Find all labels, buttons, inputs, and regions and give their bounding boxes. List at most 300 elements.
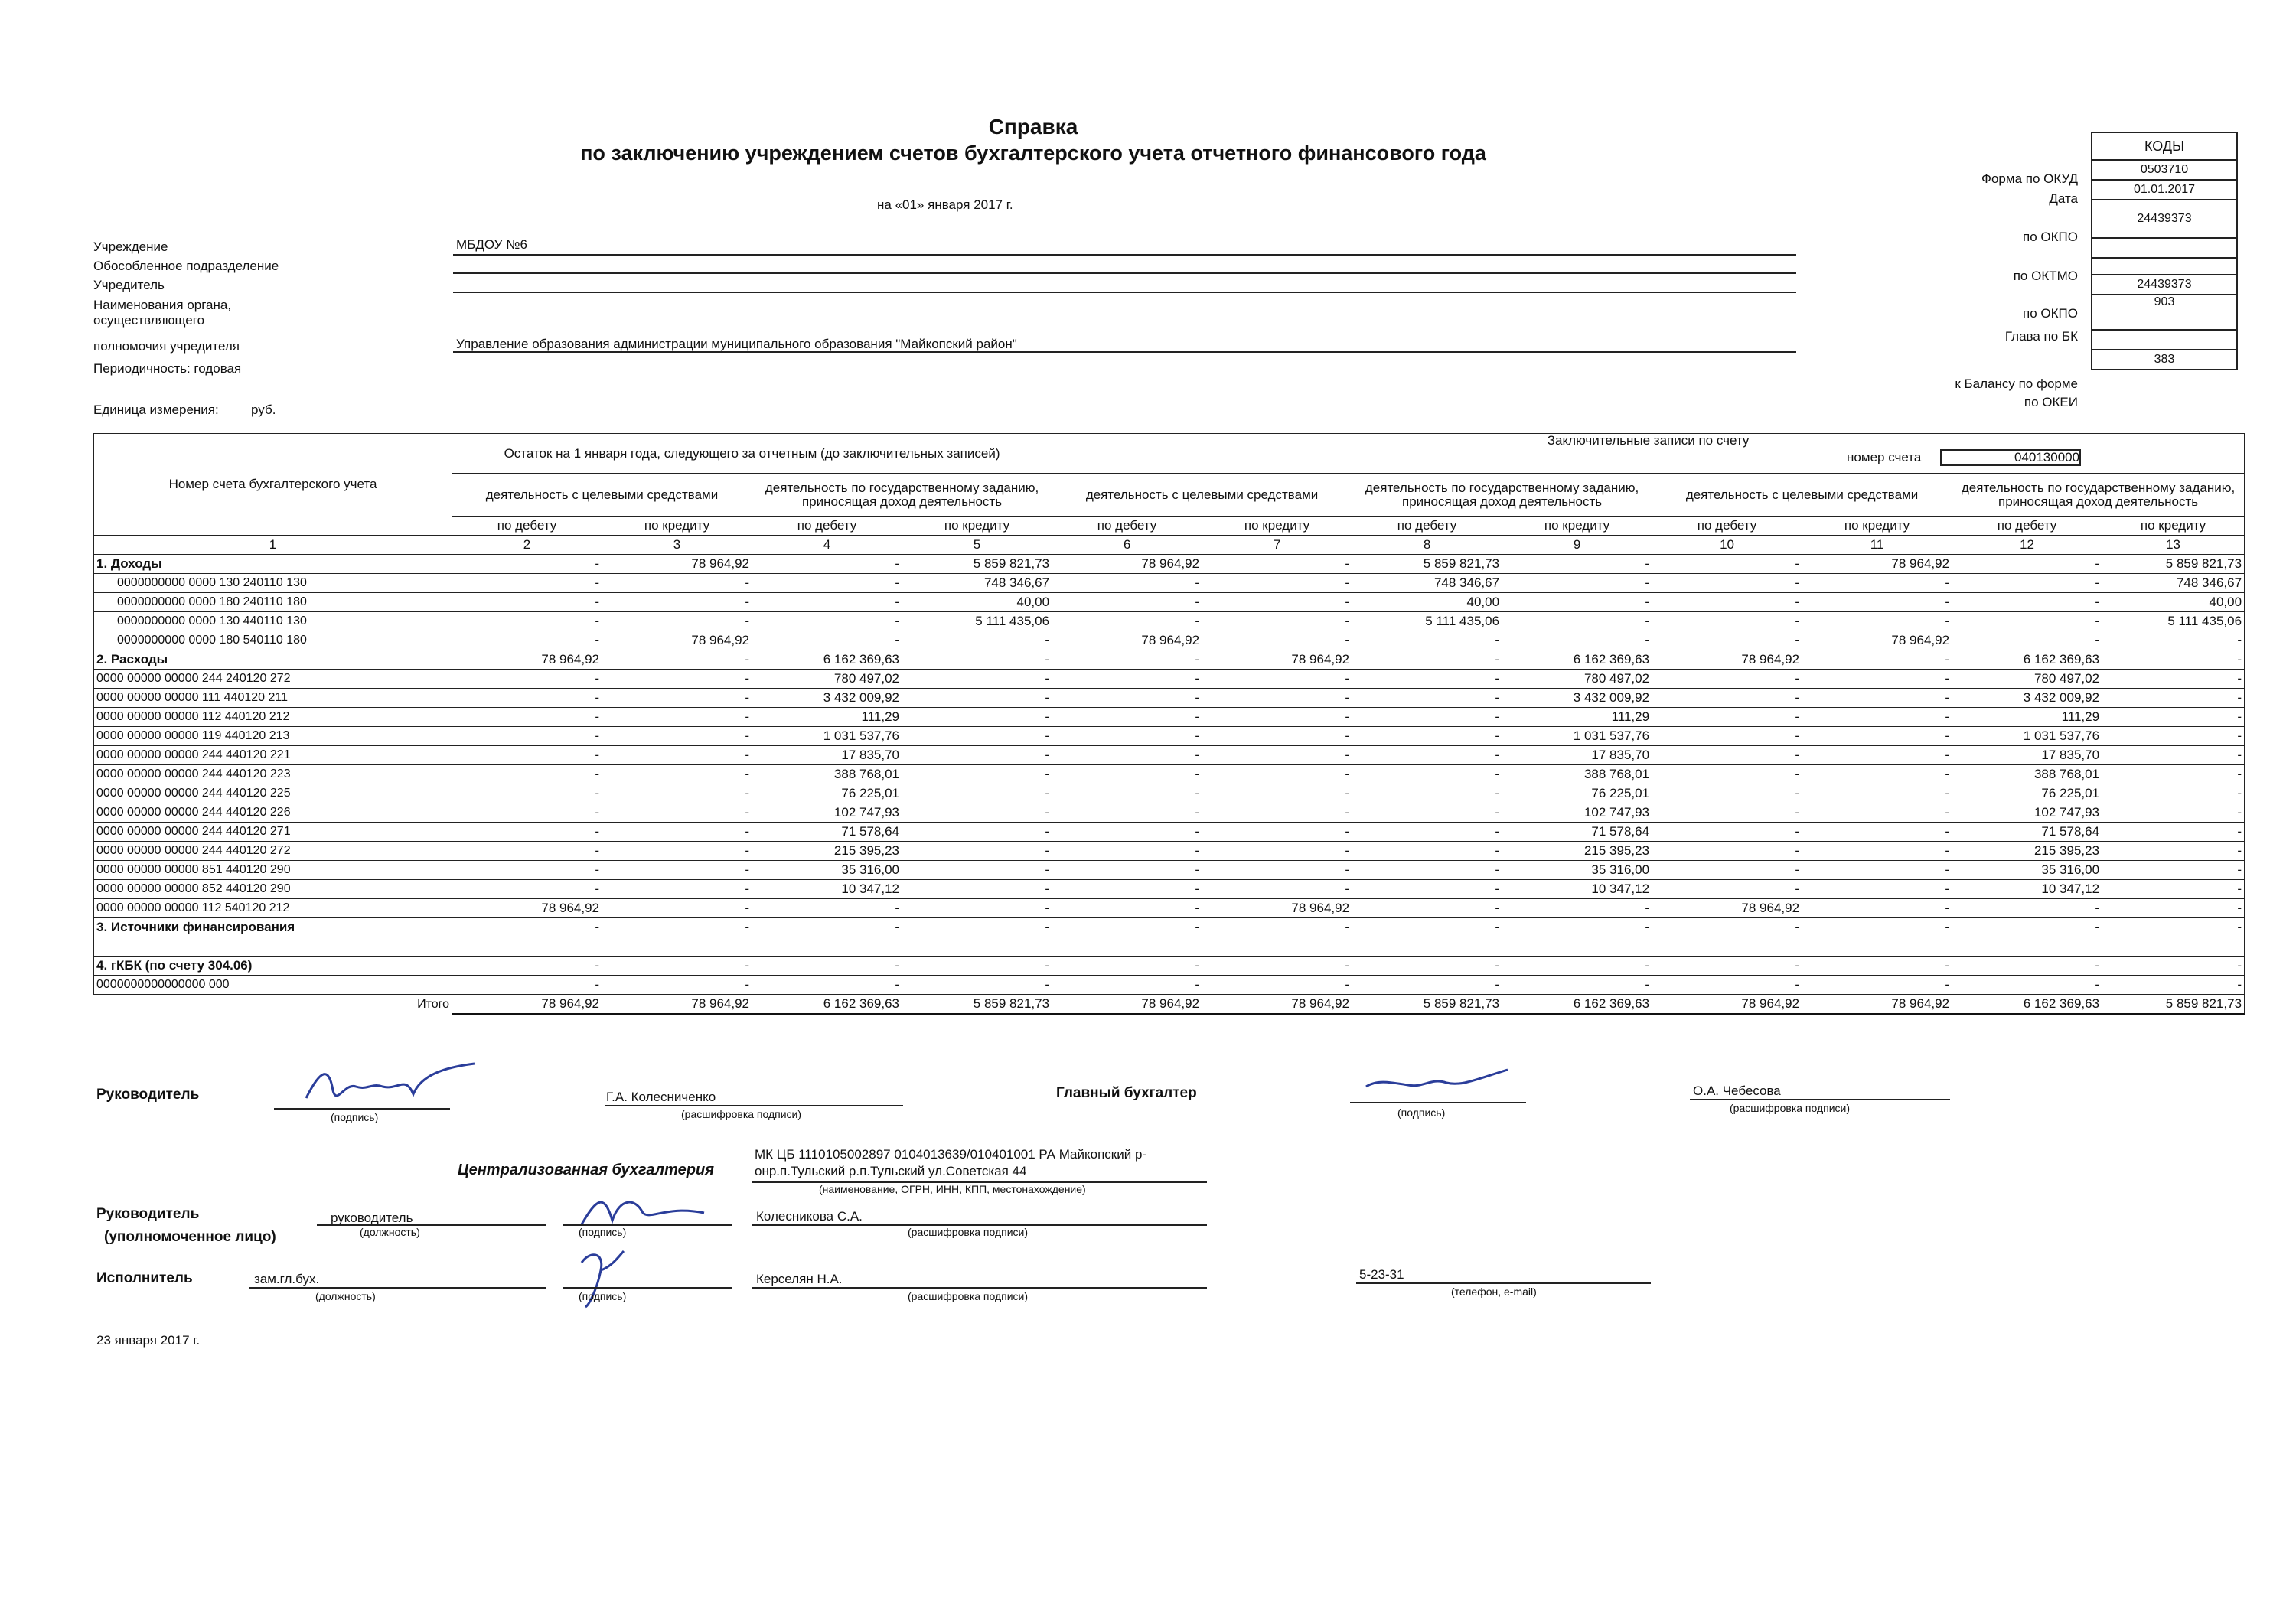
amount-cell: - [1652,823,1802,842]
amount-cell: - [1352,803,1502,823]
account-code: 4. гКБК (по счету 304.06) [94,957,452,976]
amount-cell: 111,29 [752,708,902,727]
amount-cell: 102 747,93 [752,803,902,823]
header-debit: по дебету [1352,517,1502,536]
amount-cell: - [1502,612,1652,631]
amount-cell: 17 835,70 [1502,746,1652,765]
amount-cell: - [1802,784,1952,803]
amount-cell: - [752,612,902,631]
amount-cell: - [1802,957,1952,976]
amount-cell: - [1802,842,1952,861]
amount-cell: - [1652,765,1802,784]
amount-cell: - [902,746,1052,765]
amount-cell: - [1502,593,1652,612]
amount-cell: - [452,708,602,727]
institution-underline [453,254,1796,256]
amount-cell: 78 964,92 [452,899,602,918]
total-amount: 78 964,92 [1802,995,1952,1015]
amount-cell: - [752,976,902,995]
amount-cell: - [2102,842,2245,861]
amount-cell: - [1202,631,1352,650]
amount-cell: 78 964,92 [602,631,752,650]
amount-cell: - [902,823,1052,842]
total-amount: 5 859 821,73 [902,995,1052,1015]
amount-cell: - [602,803,752,823]
column-number: 4 [752,536,902,555]
table-row [94,976,2245,995]
amount-cell: - [1502,899,1652,918]
header-bal-target: деятельность с целевыми средствами [452,474,752,517]
table-row [94,708,2245,727]
header-credit: по кредиту [602,517,752,536]
founder-label: Учредитель [93,278,165,292]
authorized-decode-caption: (расшифровка подписи) [908,1226,1029,1238]
account-number-label: номер счета [1847,450,1922,464]
amount-cell: 5 859 821,73 [2102,555,2245,574]
account-code: 1. Доходы [94,555,452,574]
account-code: 0000 00000 00000 244 440120 223 [94,765,452,784]
column-number: 1 [94,536,452,555]
code-glava-bk: 903 [2091,295,2238,331]
amount-cell: 78 964,92 [1802,555,1952,574]
amount-cell: - [1202,612,1352,631]
amount-cell: 215 395,23 [752,842,902,861]
amount-cell: 388 768,01 [1502,765,1652,784]
amount-cell: - [602,574,752,593]
amount-cell: 10 347,12 [1502,880,1652,899]
amount-cell: - [2102,746,2245,765]
amount-cell: - [602,976,752,995]
executor-label: Исполнитель [96,1270,193,1286]
amount-cell: 71 578,64 [752,823,902,842]
header-balance-group: Остаток на 1 января года, следующего за отчетным (до заключительных записей) [452,434,1052,474]
amount-cell: - [902,842,1052,861]
authority-label: Наименования органа, осуществляющего [93,298,232,328]
amount-cell: - [1352,765,1502,784]
table-row [94,670,2245,689]
amount-cell: - [452,784,602,803]
column-number: 13 [2102,536,2245,555]
amount-cell: - [1052,918,1202,937]
column-number: 11 [1802,536,1952,555]
amount-cell: 78 964,92 [1052,555,1202,574]
amount-cell: - [1802,976,1952,995]
amount-cell: - [902,957,1052,976]
amount-cell: - [602,842,752,861]
amount-cell: - [1652,918,1802,937]
table-row [94,727,2245,746]
amount-cell: - [1052,650,1202,670]
total-row [94,995,2245,1015]
amount-cell: - [602,612,752,631]
table-row [94,861,2245,880]
label-oktmo: по ОКТМО [2013,269,2078,283]
amount-cell: - [602,957,752,976]
amount-cell: - [902,670,1052,689]
document-date: 23 января 2017 г. [96,1333,201,1348]
amount-cell: - [1052,899,1202,918]
amount-cell: 388 768,01 [752,765,902,784]
amount-cell [752,937,902,957]
amount-cell: 102 747,93 [1502,803,1652,823]
amount-cell: - [602,765,752,784]
column-number: 8 [1352,536,1502,555]
authority-label-2: полномочия учредителя [93,339,240,354]
amount-cell: - [902,689,1052,708]
amount-cell: - [1502,631,1652,650]
header-credit: по кредиту [1202,517,1352,536]
total-amount: 6 162 369,63 [1952,995,2102,1015]
account-code: 0000000000 0000 130 240110 130 [94,574,452,593]
chief-accountant-caption: (подпись) [1397,1106,1446,1119]
amount-cell: - [602,861,752,880]
amount-cell: - [1802,765,1952,784]
table-row [94,899,2245,918]
amount-cell: - [1352,918,1502,937]
column-number: 2 [452,536,602,555]
amount-cell: - [1802,708,1952,727]
amount-cell: - [602,727,752,746]
amount-cell [1952,937,2102,957]
amount-cell [1802,937,1952,957]
amount-cell: - [452,631,602,650]
header-debit: по дебету [1652,517,1802,536]
amount-cell: - [452,746,602,765]
authorized-signature [574,1190,712,1228]
head-name: Г.А. Колесниченко [606,1090,716,1104]
chief-accountant-name: О.А. Чебесова [1693,1084,1781,1098]
executor-phone: 5-23-31 [1359,1267,1404,1282]
total-amount: 5 859 821,73 [1352,995,1502,1015]
amount-cell: - [2102,650,2245,670]
amount-cell: - [752,899,902,918]
amount-cell: - [602,918,752,937]
codes-head: КОДЫ [2091,132,2238,161]
table-row [94,593,2245,612]
executor-decode-caption: (расшифровка подписи) [908,1290,1029,1302]
amount-cell: 71 578,64 [1502,823,1652,842]
amount-cell: 215 395,23 [1502,842,1652,861]
amount-cell: - [452,842,602,861]
amount-cell: - [1052,803,1202,823]
amount-cell: - [452,574,602,593]
amount-cell: - [452,727,602,746]
amount-cell: - [1802,574,1952,593]
code-oktmo [2091,239,2238,259]
amount-cell: 17 835,70 [1952,746,2102,765]
amount-cell: - [1202,803,1352,823]
amount-cell: - [1352,957,1502,976]
amount-cell: - [902,631,1052,650]
amount-cell: - [752,574,902,593]
amount-cell: - [602,823,752,842]
amount-cell: - [1802,650,1952,670]
amount-cell: - [1202,708,1352,727]
amount-cell: - [1652,976,1802,995]
header-closing-group [1052,434,2245,474]
table-row [94,937,2245,957]
code-okei: 383 [2091,350,2238,370]
amount-cell [1502,937,1652,957]
account-code: 2. Расходы [94,650,452,670]
amount-cell: - [602,746,752,765]
amount-cell: - [452,612,602,631]
amount-cell: 35 316,00 [752,861,902,880]
header-debit: по дебету [1052,517,1202,536]
table-row [94,823,2245,842]
amount-cell: 35 316,00 [1952,861,2102,880]
amount-cell [1202,937,1352,957]
amount-cell: - [1052,976,1202,995]
table-row [94,842,2245,861]
section-row [94,650,2245,670]
amount-cell: 78 964,92 [602,555,752,574]
label-date: Дата [2049,191,2078,206]
unit-value: руб. [251,402,276,417]
head-signature [298,1060,482,1113]
amount-cell: - [1202,842,1352,861]
amount-cell: - [1352,670,1502,689]
amount-cell: - [2102,689,2245,708]
executor-phone-caption: (телефон, e-mail) [1451,1286,1537,1298]
amount-cell: - [1202,746,1352,765]
header-credit: по кредиту [1802,517,1952,536]
chief-accountant-decode-caption: (расшифровка подписи) [1730,1102,1851,1114]
account-code [94,937,452,957]
header-cl2-target: деятельность с целевыми средствами [1652,474,1952,517]
amount-cell: - [1352,823,1502,842]
amount-cell: - [1202,765,1352,784]
amount-cell: - [602,650,752,670]
amount-cell: - [602,593,752,612]
amount-cell: - [1352,976,1502,995]
amount-cell: 5 111 435,06 [902,612,1052,631]
amount-cell: - [452,918,602,937]
amount-cell: - [1952,631,2102,650]
amount-cell: - [902,727,1052,746]
label-okei: по ОКЕИ [2024,395,2078,409]
table-row [94,784,2245,803]
executor-name: Керселян Н.А. [756,1272,843,1286]
total-label: Итого [417,997,449,1011]
amount-cell: - [602,708,752,727]
header-credit: по кредиту [1502,517,1652,536]
amount-cell: 780 497,02 [1952,670,2102,689]
amount-cell: - [1802,612,1952,631]
amount-cell: - [1352,631,1502,650]
amount-cell: 17 835,70 [752,746,902,765]
amount-cell: - [1652,708,1802,727]
amount-cell: - [902,976,1052,995]
label-glava-bk: Глава по БК [2004,329,2078,344]
amount-cell: - [1652,689,1802,708]
account-code: 0000 00000 00000 112 440120 212 [94,708,452,727]
amount-cell: - [1802,823,1952,842]
amount-cell: 3 432 009,92 [752,689,902,708]
amount-cell: - [1802,746,1952,765]
authorized-name: Колесникова С.А. [756,1209,863,1224]
amount-cell [452,937,602,957]
amount-cell: - [902,803,1052,823]
amount-cell: - [1052,784,1202,803]
amount-cell: 78 964,92 [1802,631,1952,650]
amount-cell: - [1652,746,1802,765]
account-code: 0000 00000 00000 244 440120 225 [94,784,452,803]
account-code: 0000 00000 00000 111 440120 211 [94,689,452,708]
amount-cell: - [1052,689,1202,708]
amount-cell: - [1802,918,1952,937]
amount-cell: - [1802,880,1952,899]
amount-cell [1352,937,1502,957]
amount-cell: - [452,593,602,612]
section-row [94,555,2245,574]
closing-entries-table [93,433,2245,1015]
amount-cell: - [1952,593,2102,612]
amount-cell: - [1052,823,1202,842]
authorized-signature-caption: (подпись) [579,1226,627,1238]
account-code: 0000000000000000 000 [94,976,452,995]
amount-cell: - [1202,861,1352,880]
amount-cell: - [1802,803,1952,823]
amount-cell: - [1052,880,1202,899]
amount-cell: - [1652,880,1802,899]
amount-cell: 5 859 821,73 [902,555,1052,574]
amount-cell: - [1202,918,1352,937]
codes-box [2091,132,2238,370]
amount-cell: - [2102,861,2245,880]
amount-cell: 78 964,92 [452,650,602,670]
account-code: 0000 00000 00000 244 440120 272 [94,842,452,861]
amount-cell: - [1202,880,1352,899]
header-credit: по кредиту [902,517,1052,536]
amount-cell: - [1202,823,1352,842]
amount-cell: - [1502,574,1652,593]
document-title: Справка [988,115,1078,139]
amount-cell: - [1952,899,2102,918]
code-okpo-2: 24439373 [2091,275,2238,295]
amount-cell: 78 964,92 [1202,899,1352,918]
amount-cell: 111,29 [1502,708,1652,727]
amount-cell: - [1652,842,1802,861]
account-code: 0000 00000 00000 244 240120 272 [94,670,452,689]
amount-cell: - [902,918,1052,937]
code-balance-form [2091,331,2238,350]
amount-cell: - [1352,689,1502,708]
account-code: 0000 00000 00000 244 440120 226 [94,803,452,823]
amount-cell: 215 395,23 [1952,842,2102,861]
amount-cell: 40,00 [1352,593,1502,612]
amount-cell: 388 768,01 [1952,765,2102,784]
amount-cell: - [1052,746,1202,765]
amount-cell: - [1502,555,1652,574]
code-okpo: 24439373 [2091,200,2238,239]
amount-cell: - [1952,918,2102,937]
executor-signature-caption: (подпись) [579,1290,627,1302]
amount-cell: - [2102,765,2245,784]
amount-cell: - [1352,650,1502,670]
header-debit: по дебету [1952,517,2102,536]
table-row [94,631,2245,650]
account-code: 0000 00000 00000 244 440120 271 [94,823,452,842]
executor-position: зам.гл.бух. [254,1272,320,1286]
amount-cell: - [1052,593,1202,612]
amount-cell: 1 031 537,76 [1502,727,1652,746]
total-amount: 78 964,92 [452,995,602,1015]
amount-cell: 10 347,12 [752,880,902,899]
amount-cell: - [2102,976,2245,995]
amount-cell: 1 031 537,76 [1952,727,2102,746]
centralized-accounting-caption: (наименование, ОГРН, ИНН, КПП, местонахождение) [819,1183,1086,1195]
amount-cell: 40,00 [2102,593,2245,612]
amount-cell: - [1202,727,1352,746]
table-row [94,574,2245,593]
account-code: 0000 00000 00000 112 540120 212 [94,899,452,918]
amount-cell: - [602,670,752,689]
column-number: 3 [602,536,752,555]
amount-cell: - [602,880,752,899]
section-row [94,918,2245,937]
chief-accountant-label: Главный бухгалтер [1056,1085,1197,1101]
amount-cell: - [2102,957,2245,976]
date-line: на «01» января 2017 г. [877,197,1013,212]
amount-cell: 3 432 009,92 [1502,689,1652,708]
amount-cell: - [452,689,602,708]
amount-cell [1052,937,1202,957]
amount-cell: - [2102,803,2245,823]
amount-cell: - [1652,803,1802,823]
amount-cell: - [1802,899,1952,918]
amount-cell: 6 162 369,63 [1502,650,1652,670]
table-row [94,612,2245,631]
amount-cell: 3 432 009,92 [1952,689,2102,708]
account-code: 0000 00000 00000 852 440120 290 [94,880,452,899]
amount-cell: - [1652,727,1802,746]
table-row [94,689,2245,708]
header-bal-state: деятельность по государственному заданию, приносящая доход деятельность [752,474,1052,517]
total-amount: 6 162 369,63 [752,995,902,1015]
amount-cell: 5 111 435,06 [1352,612,1502,631]
label-okud: Форма по ОКУД [1981,171,2078,186]
amount-cell: 76 225,01 [1502,784,1652,803]
account-code: 0000 00000 00000 851 440120 290 [94,861,452,880]
unit-label: Единица измерения: [93,402,219,417]
amount-cell: - [752,918,902,937]
amount-cell: 748 346,67 [1352,574,1502,593]
amount-cell: - [1502,918,1652,937]
amount-cell: - [452,957,602,976]
header-credit: по кредиту [2102,517,2245,536]
header-cl2-state: деятельность по государственному заданию, приносящая доход деятельность [1952,474,2245,517]
amount-cell: 780 497,02 [752,670,902,689]
section-row [94,957,2245,976]
amount-cell: 76 225,01 [1952,784,2102,803]
head-signature-caption: (подпись) [331,1111,379,1123]
amount-cell: - [452,861,602,880]
label-balance-form: к Балансу по форме [1955,376,2078,391]
subdivision-underline [453,272,1796,274]
amount-cell: 111,29 [1952,708,2102,727]
amount-cell: - [1502,957,1652,976]
total-amount: 78 964,92 [1052,995,1202,1015]
amount-cell: 78 964,92 [1202,650,1352,670]
institution-value: МБДОУ №6 [456,237,527,252]
amount-cell: - [1202,574,1352,593]
amount-cell: - [1352,880,1502,899]
amount-cell: - [1952,957,2102,976]
amount-cell: - [752,555,902,574]
amount-cell: - [1052,612,1202,631]
amount-cell: - [1952,555,2102,574]
